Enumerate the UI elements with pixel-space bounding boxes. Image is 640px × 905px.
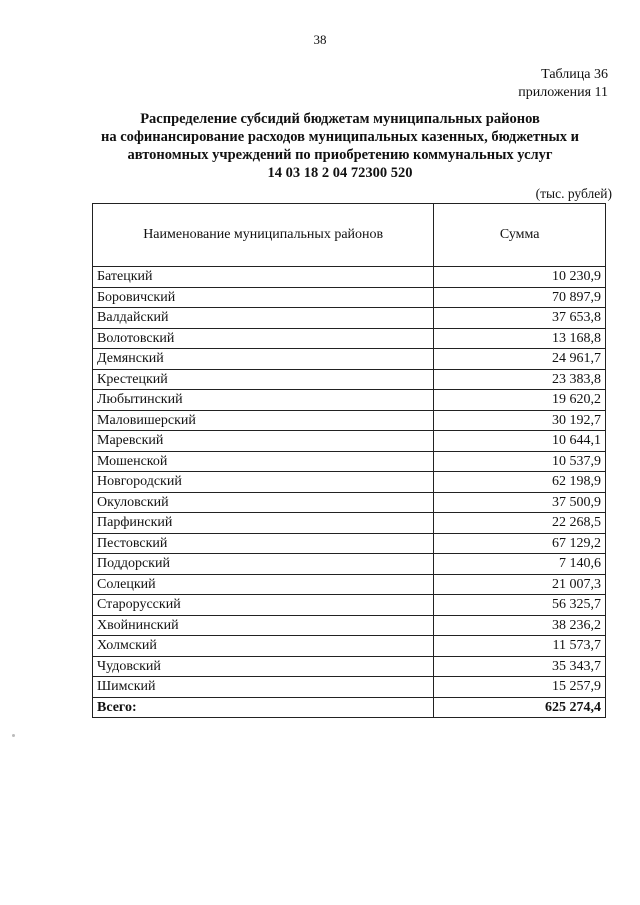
column-header-name: Наименование муниципальных районов: [93, 204, 434, 267]
document-heading: [60, 110, 620, 182]
table-header-row: [93, 204, 606, 267]
amount-cell: 19 620,2: [434, 390, 606, 411]
column-header-sum: Сумма: [434, 204, 606, 267]
district-name-cell: Окуловский: [93, 492, 434, 513]
district-name-cell: Парфинский: [93, 513, 434, 534]
heading-line4: 14 03 18 2 04 72300 520: [267, 165, 413, 181]
district-name-cell: Пестовский: [93, 533, 434, 554]
table-row: [93, 636, 606, 657]
amount-cell: 62 198,9: [434, 472, 606, 493]
total-row: [93, 697, 606, 718]
amount-cell: 7 140,6: [434, 554, 606, 575]
amount-cell: 23 383,8: [434, 369, 606, 390]
table-row: [93, 595, 606, 616]
table-row: [93, 431, 606, 452]
table-label: [518, 66, 608, 102]
district-name-cell: Шимский: [93, 677, 434, 698]
table-row: [93, 451, 606, 472]
total-amount-cell: 625 274,4: [434, 697, 606, 718]
district-name-cell: Хвойнинский: [93, 615, 434, 636]
district-name-cell: Старорусский: [93, 595, 434, 616]
amount-cell: 56 325,7: [434, 595, 606, 616]
district-name-cell: Волотовский: [93, 328, 434, 349]
table-row: [93, 615, 606, 636]
heading-line2: на софинансирование расходов муниципальных казенных, бюджетных и: [100, 129, 580, 145]
district-name-cell: Крестецкий: [93, 369, 434, 390]
amount-cell: 10 537,9: [434, 451, 606, 472]
table-row: [93, 267, 606, 288]
table-body: [93, 267, 606, 718]
district-name-cell: Новгородский: [93, 472, 434, 493]
scan-speck: [12, 734, 15, 737]
table-row: [93, 369, 606, 390]
amount-cell: 10 230,9: [434, 267, 606, 288]
amount-cell: 70 897,9: [434, 287, 606, 308]
table-row: [93, 513, 606, 534]
units-note: (тыс. рублей): [535, 186, 612, 201]
amount-cell: 13 168,8: [434, 328, 606, 349]
table-row: [93, 677, 606, 698]
district-name-cell: Демянский: [93, 349, 434, 370]
amount-cell: 38 236,2: [434, 615, 606, 636]
district-name-cell: Любытинский: [93, 390, 434, 411]
district-name-cell: Валдайский: [93, 308, 434, 329]
district-name-cell: Мошенской: [93, 451, 434, 472]
district-name-cell: Чудовский: [93, 656, 434, 677]
table-row: [93, 308, 606, 329]
table-row: [93, 574, 606, 595]
amount-cell: 15 257,9: [434, 677, 606, 698]
table-row: [93, 390, 606, 411]
table-row: [93, 410, 606, 431]
subsidy-table: [92, 203, 606, 718]
table-row: [93, 533, 606, 554]
amount-cell: 10 644,1: [434, 431, 606, 452]
table-row: [93, 287, 606, 308]
page-number: 38: [313, 32, 327, 47]
table-row: [93, 328, 606, 349]
table-label-line1: Таблица 36: [541, 67, 608, 82]
heading-line3: автономных учреждений по приобретению коммунальных услуг: [127, 147, 553, 163]
table-row: [93, 656, 606, 677]
district-name-cell: Боровичский: [93, 287, 434, 308]
district-name-cell: Поддорский: [93, 554, 434, 575]
district-name-cell: Солецкий: [93, 574, 434, 595]
district-name-cell: Батецкий: [93, 267, 434, 288]
amount-cell: 11 573,7: [434, 636, 606, 657]
district-name-cell: Холмский: [93, 636, 434, 657]
amount-cell: 30 192,7: [434, 410, 606, 431]
amount-cell: 24 961,7: [434, 349, 606, 370]
amount-cell: 37 500,9: [434, 492, 606, 513]
amount-cell: 67 129,2: [434, 533, 606, 554]
table-row: [93, 492, 606, 513]
amount-cell: 21 007,3: [434, 574, 606, 595]
amount-cell: 35 343,7: [434, 656, 606, 677]
district-name-cell: Маловишерский: [93, 410, 434, 431]
table-row: [93, 349, 606, 370]
amount-cell: 37 653,8: [434, 308, 606, 329]
amount-cell: 22 268,5: [434, 513, 606, 534]
table-label-line2: приложения 11: [518, 85, 608, 100]
heading-line1: Распределение субсидий бюджетам муниципальных районов: [140, 111, 540, 127]
total-label-cell: Всего:: [93, 697, 434, 718]
table-row: [93, 472, 606, 493]
district-name-cell: Маревский: [93, 431, 434, 452]
table-row: [93, 554, 606, 575]
